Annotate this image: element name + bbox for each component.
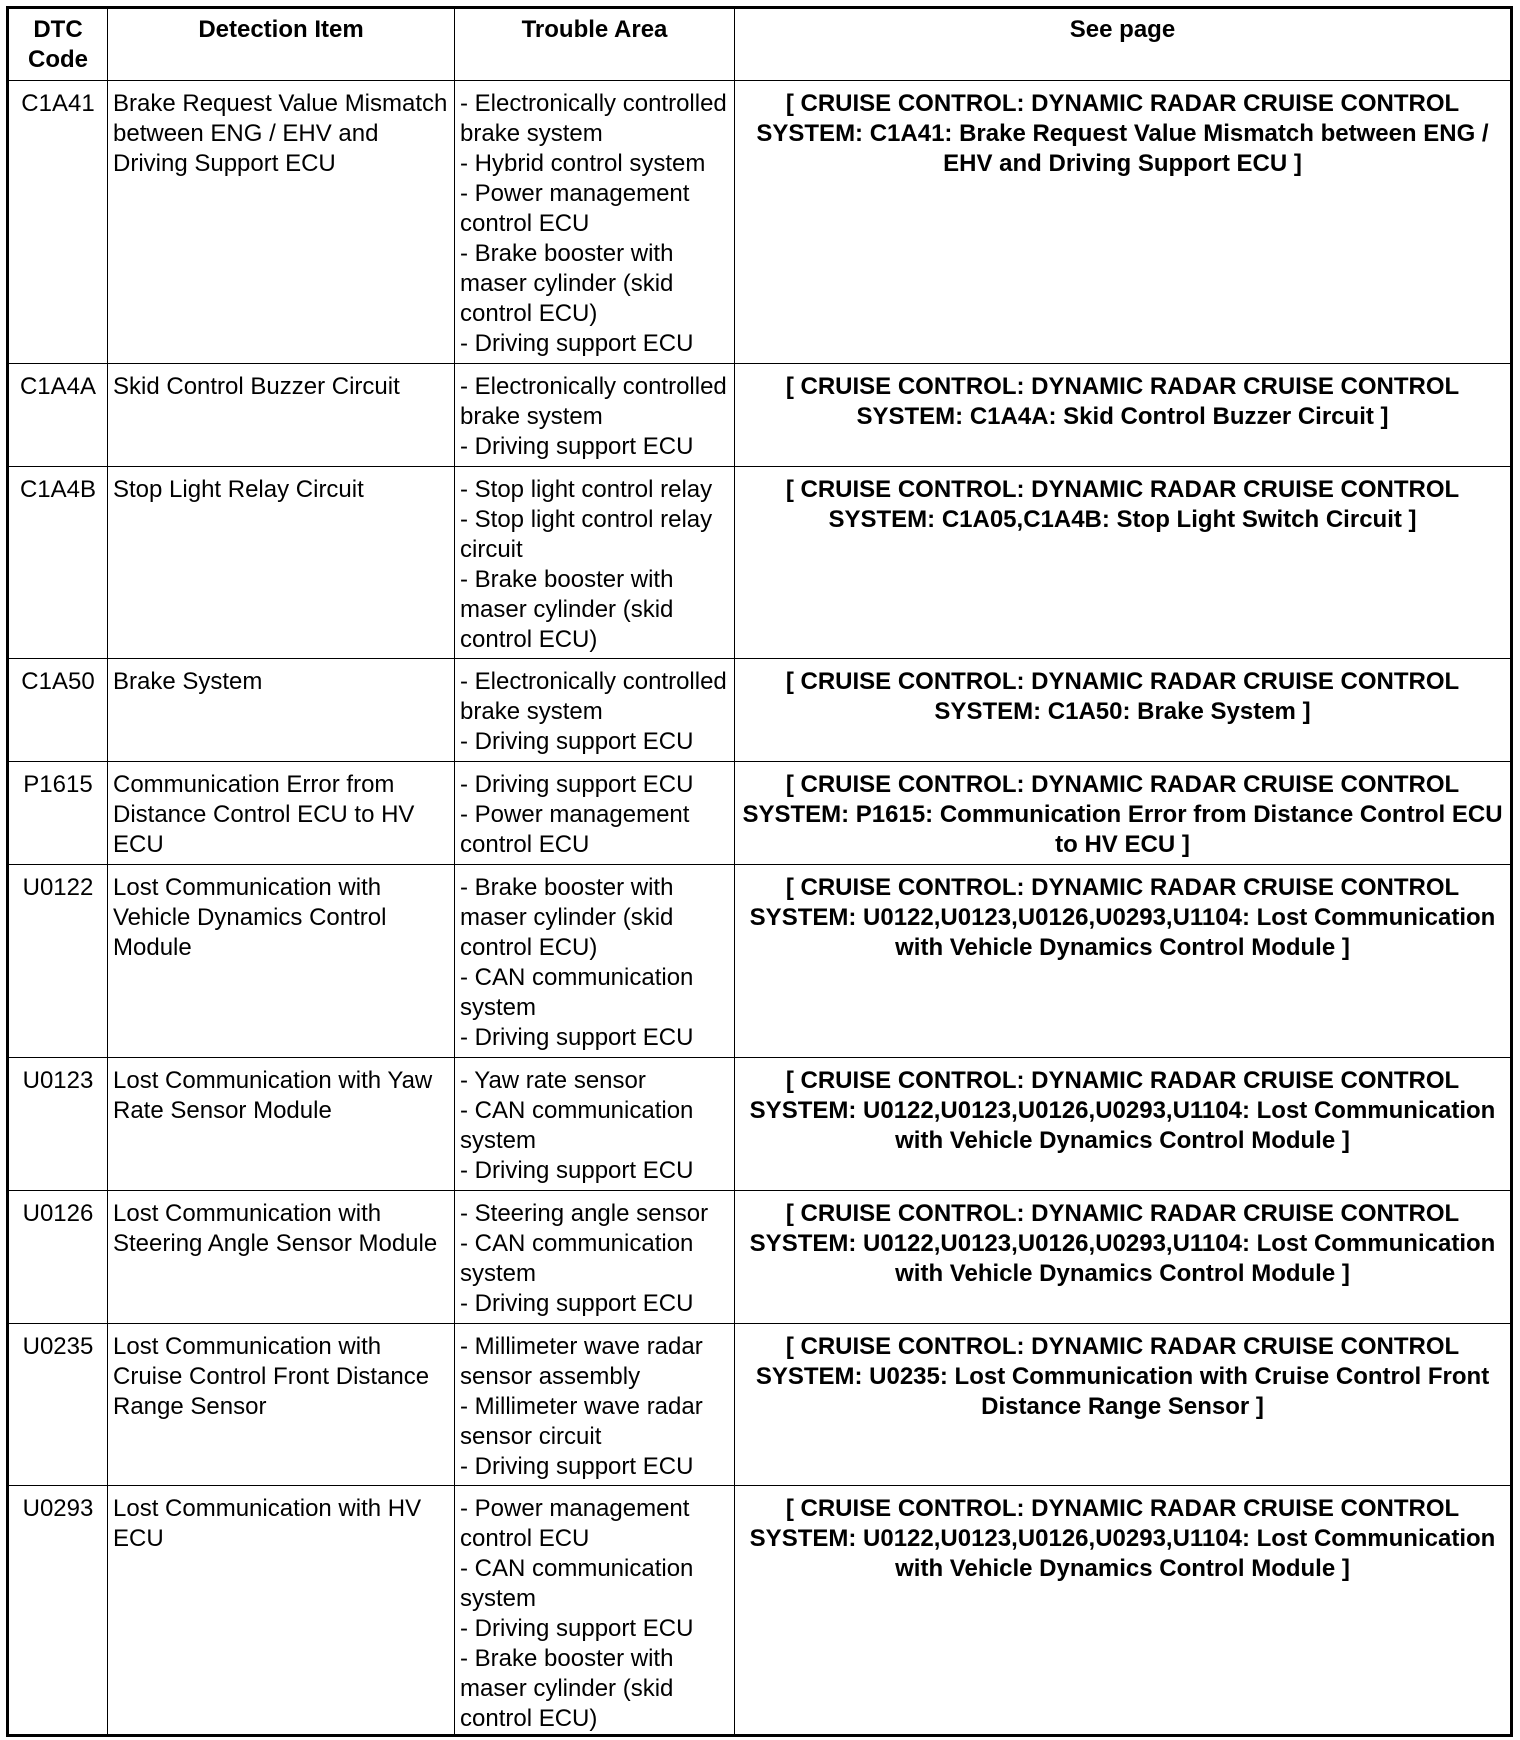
detection-item: Lost Communication with Cruise Control Front Distance Range Sensor (108, 1324, 455, 1486)
detection-item: Lost Communication with Yaw Rate Sensor Module (108, 1058, 455, 1191)
dtc-code: U0126 (8, 1191, 108, 1324)
header-dtc-code-line2: Code (28, 46, 88, 73)
trouble-area (455, 1486, 735, 1736)
header-see-page: See page (735, 8, 1512, 81)
trouble-area-item: - Stop light control relay (460, 476, 713, 503)
detection-item: Brake System (108, 659, 455, 762)
see-page-link[interactable]: [ CRUISE CONTROL: DYNAMIC RADAR CRUISE CONTROL SYSTEM: C1A4A: Skid Control Buzzer Circuit ] (735, 364, 1512, 467)
dtc-code: U0235 (8, 1324, 108, 1486)
trouble-area-item: - Driving support ECU (460, 1615, 694, 1642)
see-page-link[interactable]: [ CRUISE CONTROL: DYNAMIC RADAR CRUISE CONTROL SYSTEM: U0122,U0123,U0126,U0293,U1104: Lost Communication with Vehicle Dynamics Control Module ] (735, 865, 1512, 1058)
trouble-area-item: - Driving support ECU (460, 728, 694, 755)
trouble-area-item: - Power management control ECU (460, 180, 690, 237)
table-row (8, 1191, 1512, 1324)
trouble-area-item: - Driving support ECU (460, 433, 694, 460)
trouble-area-item: - Steering angle sensor (460, 1200, 709, 1227)
trouble-area-item: - Hybrid control system (460, 150, 706, 177)
detection-item: Communication Error from Distance Control ECU to HV ECU (108, 762, 455, 865)
see-page-link[interactable]: [ CRUISE CONTROL: DYNAMIC RADAR CRUISE CONTROL SYSTEM: U0235: Lost Communication with Cruise Control Front Distance Range Sensor ] (735, 1324, 1512, 1486)
table-row (8, 762, 1512, 865)
trouble-area-item: - Electronically controlled brake system (460, 373, 727, 430)
trouble-area-item: - CAN communication system (460, 1555, 694, 1612)
detection-item: Brake Request Value Mismatch between ENG / EHV and Driving Support ECU (108, 81, 455, 364)
trouble-area-item: - Driving support ECU (460, 1157, 694, 1184)
trouble-area-item: - Brake booster with maser cylinder (skid control ECU) (460, 240, 674, 327)
header-detection-item: Detection Item (108, 8, 455, 81)
trouble-area (455, 467, 735, 659)
dtc-code: U0123 (8, 1058, 108, 1191)
trouble-area (455, 659, 735, 762)
trouble-area-item: - Yaw rate sensor (460, 1067, 646, 1094)
header-dtc-code-line1: DTC (33, 16, 83, 43)
see-page-link[interactable]: [ CRUISE CONTROL: DYNAMIC RADAR CRUISE CONTROL SYSTEM: P1615: Communication Error from Distance Control ECU to HV ECU ] (735, 762, 1512, 865)
trouble-area (455, 1058, 735, 1191)
table-row (8, 467, 1512, 659)
trouble-area-item: - Stop light control relay circuit (460, 506, 713, 563)
trouble-area-item: - Brake booster with maser cylinder (skid control ECU) (460, 566, 674, 653)
detection-item: Lost Communication with Vehicle Dynamics Control Module (108, 865, 455, 1058)
detection-item: Skid Control Buzzer Circuit (108, 364, 455, 467)
trouble-area (455, 762, 735, 865)
trouble-area-item: - Millimeter wave radar sensor circuit (460, 1393, 703, 1450)
trouble-area (455, 81, 735, 364)
header-dtc-code (8, 8, 108, 81)
dtc-table (6, 6, 1513, 1737)
trouble-area-item: - Driving support ECU (460, 1290, 694, 1317)
table-body (8, 81, 1512, 1736)
dtc-code: C1A50 (8, 659, 108, 762)
table-row (8, 1324, 1512, 1486)
see-page-link[interactable]: [ CRUISE CONTROL: DYNAMIC RADAR CRUISE CONTROL SYSTEM: C1A41: Brake Request Value Mismatch between ENG / EHV and Driving Support ECU ] (735, 81, 1512, 364)
trouble-area-item: - Millimeter wave radar sensor assembly (460, 1333, 703, 1390)
trouble-area (455, 1324, 735, 1486)
dtc-code: C1A4A (8, 364, 108, 467)
see-page-link[interactable]: [ CRUISE CONTROL: DYNAMIC RADAR CRUISE CONTROL SYSTEM: U0122,U0123,U0126,U0293,U1104: Lost Communication with Vehicle Dynamics Control Module ] (735, 1486, 1512, 1736)
dtc-code: C1A41 (8, 81, 108, 364)
dtc-code: P1615 (8, 762, 108, 865)
table-row (8, 865, 1512, 1058)
dtc-code: U0122 (8, 865, 108, 1058)
see-page-link[interactable]: [ CRUISE CONTROL: DYNAMIC RADAR CRUISE CONTROL SYSTEM: U0122,U0123,U0126,U0293,U1104: Lost Communication with Vehicle Dynamics Control Module ] (735, 1058, 1512, 1191)
see-page-link[interactable]: [ CRUISE CONTROL: DYNAMIC RADAR CRUISE CONTROL SYSTEM: C1A05,C1A4B: Stop Light Switch Circuit ] (735, 467, 1512, 659)
detection-item: Stop Light Relay Circuit (108, 467, 455, 659)
trouble-area-item: - Brake booster with maser cylinder (skid control ECU) (460, 1645, 674, 1732)
trouble-area-item: - Electronically controlled brake system (460, 90, 727, 147)
trouble-area-item: - Driving support ECU (460, 771, 694, 798)
trouble-area-item: - CAN communication system (460, 1097, 694, 1154)
trouble-area-item: - Power management control ECU (460, 1495, 690, 1552)
trouble-area-item: - Electronically controlled brake system (460, 668, 727, 725)
trouble-area (455, 865, 735, 1058)
see-page-link[interactable]: [ CRUISE CONTROL: DYNAMIC RADAR CRUISE CONTROL SYSTEM: C1A50: Brake System ] (735, 659, 1512, 762)
trouble-area-item: - CAN communication system (460, 964, 694, 1021)
table-row (8, 659, 1512, 762)
trouble-area-item: - Brake booster with maser cylinder (skid control ECU) (460, 874, 674, 961)
trouble-area-item: - Driving support ECU (460, 1453, 694, 1480)
see-page-link[interactable]: [ CRUISE CONTROL: DYNAMIC RADAR CRUISE CONTROL SYSTEM: U0122,U0123,U0126,U0293,U1104: Lost Communication with Vehicle Dynamics Control Module ] (735, 1191, 1512, 1324)
trouble-area (455, 1191, 735, 1324)
table-row (8, 1486, 1512, 1736)
table-row (8, 364, 1512, 467)
dtc-code: U0293 (8, 1486, 108, 1736)
header-trouble-area: Trouble Area (455, 8, 735, 81)
trouble-area-item: - Driving support ECU (460, 1024, 694, 1051)
table-row (8, 81, 1512, 364)
dtc-code: C1A4B (8, 467, 108, 659)
table-row (8, 1058, 1512, 1191)
trouble-area-item: - CAN communication system (460, 1230, 694, 1287)
trouble-area (455, 364, 735, 467)
detection-item: Lost Communication with HV ECU (108, 1486, 455, 1736)
detection-item: Lost Communication with Steering Angle Sensor Module (108, 1191, 455, 1324)
trouble-area-item: - Driving support ECU (460, 330, 694, 357)
header-row (8, 8, 1512, 81)
trouble-area-item: - Power management control ECU (460, 801, 690, 858)
